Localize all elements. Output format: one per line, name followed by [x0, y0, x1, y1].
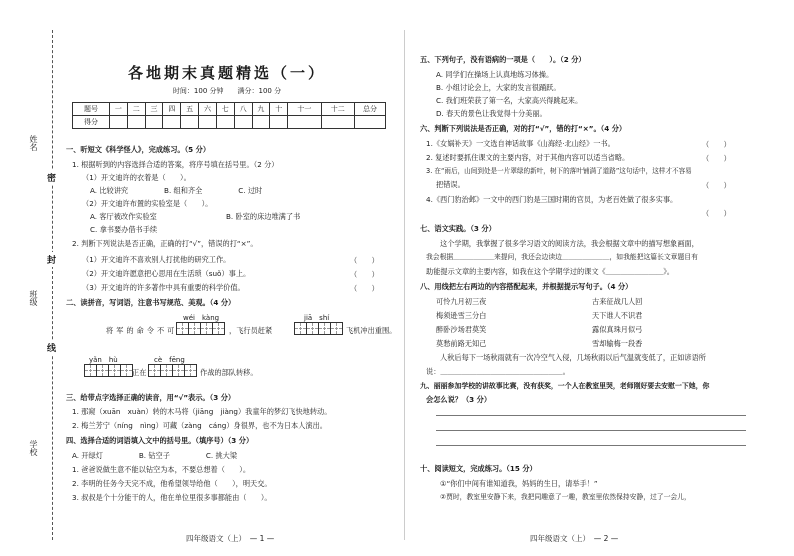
answer-paren[interactable]: （ ） — [702, 140, 731, 149]
section-1-title: 一、听短文《科学怪人》，完成练习。（5 分） — [66, 145, 211, 154]
statement-text: 把错误。 — [436, 180, 465, 189]
poem-line-right[interactable]: 天下谁人不识君 — [592, 311, 643, 320]
statement-text: （3）开文迪许的许多著作中具有重要的科学价值。 — [82, 283, 245, 292]
option-c: C. 我们班荣获了第一名，大家高兴得跳起来。 — [436, 96, 583, 105]
pinyin-label: yǎn hù — [89, 356, 118, 364]
paragraph-text: 助能提示文章的主要内容，如我在这个学期学过的课文《＿＿＿＿＿＿＿＿》。 — [426, 267, 674, 276]
answer-line[interactable] — [436, 430, 746, 431]
score-table — [72, 102, 386, 129]
score-header-cell: 六 — [199, 103, 217, 116]
poem-line-left[interactable]: 可怜九月初三夜 — [436, 297, 487, 306]
section-6-title: 六、判断下列说法是否正确，对的打“√”，错的打“×”。（4 分） — [420, 124, 627, 133]
class-label: 班级 — [29, 290, 38, 306]
seal-line — [52, 30, 53, 540]
score-entry-row — [73, 116, 386, 129]
section-10-title: 十、阅读短文，完成练习。（15 分） — [420, 464, 537, 473]
section-8-title: 八、用线把左右两边的内容搭配起来，并根据提示写句子。（4 分） — [420, 282, 633, 291]
option-a: A. 同学们在操场上认真地练习体操。 — [436, 70, 554, 79]
writing-grid[interactable] — [176, 322, 225, 335]
question-text: 1. 爸爸说做生意不能以钻空为本，不要总想着（ ）。 — [72, 465, 251, 474]
score-cell[interactable] — [127, 116, 145, 129]
question-text: 2. 李明的任务今天完不成，他希望领导给他（ ），明天交。 — [72, 479, 272, 488]
score-cell[interactable] — [321, 116, 354, 129]
score-header-cell: 十二 — [321, 103, 354, 116]
sentence-text: ，飞行员赶紧 — [229, 326, 273, 335]
poem-line-left[interactable]: 梅须逊雪三分白 — [436, 311, 487, 320]
score-header-cell: 十一 — [288, 103, 321, 116]
question-text: 1. 根据听到的内容选择合适的答案，将序号填在括号里。（2 分） — [72, 160, 279, 169]
score-header-cell: 四 — [163, 103, 181, 116]
score-header-row — [73, 103, 386, 116]
seal-char-3: 线 — [47, 340, 56, 355]
sentence-text: 正在 — [132, 368, 147, 377]
poem-line-left[interactable]: 莫愁前路无知己 — [436, 339, 487, 348]
statement-text: 3. 在“雨后，山间到处是一片翠绿的新叶，树下的落叶铺满了道路”这句话中，这样才不容易 — [426, 167, 692, 175]
score-cell[interactable] — [181, 116, 199, 129]
option-b: B. 小组讨论会上，大家的发言很踊跃。 — [436, 83, 561, 92]
option-c: C. 拿书要办借书手续 — [90, 225, 158, 234]
paragraph-text: 人秋后每下一场秋雨就有一次冷空气入侵，几场秋雨以后气温就变低了，正如谚语所 — [440, 353, 706, 362]
score-header-cell: 三 — [145, 103, 163, 116]
section-9-title-cont: 会怎么说？（3 分） — [426, 395, 492, 404]
score-cell[interactable] — [145, 116, 163, 129]
score-cell[interactable] — [216, 116, 234, 129]
exam-info: 时间：100 分钟 满分：100 分 — [172, 87, 282, 95]
options-text: A. 开绿灯 B. 钻空子 C. 挑大梁 — [72, 451, 238, 460]
section-2-title: 二、读拼音，写词语，注意书写规范、美观。（4 分） — [66, 298, 236, 307]
paragraph-text: 这个学期，我掌握了很多学习语文的阅读方法，我会根据文章中的描写想象画面， — [440, 239, 699, 248]
score-header-cell: 九 — [252, 103, 270, 116]
score-row-label: 得分 — [73, 116, 110, 129]
sentence-text: 将军的命令不可 — [106, 326, 178, 335]
score-header-cell: 五 — [181, 103, 199, 116]
page-footer: 四年级语文（上） — 1 — — [186, 534, 275, 543]
section-7-title: 七、语文实践。（3 分） — [420, 224, 496, 233]
question-text: 2. 梅兰芳宁（níng nìng）可藏（zàng cáng）身很界，也不为日本人演出。 — [72, 421, 327, 430]
score-header-cell: 十 — [270, 103, 288, 116]
answer-paren[interactable]: （ ） — [702, 154, 731, 163]
score-header-cell: 一 — [110, 103, 128, 116]
sentence-text: 作战的部队转移。 — [200, 368, 258, 377]
statement-text: （1）开文迪许不喜欢别人打扰他的研究工作。 — [82, 255, 231, 264]
option-b: B. 卧室的床边堆满了书 — [226, 212, 301, 221]
answer-paren[interactable]: （ ） — [702, 209, 731, 218]
name-label: 姓名 — [29, 135, 38, 151]
score-cell[interactable] — [110, 116, 128, 129]
seal-char-2: 封 — [47, 252, 56, 267]
left-page — [66, 0, 397, 556]
answer-line[interactable] — [436, 415, 746, 416]
writing-grid[interactable] — [84, 364, 133, 377]
score-cell[interactable] — [355, 116, 386, 129]
paragraph-text: 说：＿＿＿＿＿＿＿＿＿＿＿＿＿＿＿＿＿。 — [426, 367, 570, 376]
score-header-cell: 八 — [234, 103, 252, 116]
section-5-title: 五、下列句子，没有语病的一项是（ ）。（2 分） — [420, 55, 586, 64]
page-footer: 四年级语文（上） — 2 — — [530, 534, 619, 543]
score-cell[interactable] — [163, 116, 181, 129]
binding-margin — [0, 0, 60, 556]
paragraph-text: ①“你们中间有谁知道我，妈妈的生日，请举手！” — [440, 479, 598, 488]
question-text: （1）开文迪许的衣着是（ ）。 — [82, 173, 191, 182]
writing-grid[interactable] — [294, 322, 343, 335]
section-3-title: 三、给带点字选择正确的读音，用“√”表示。（3 分） — [66, 393, 236, 402]
statement-text: 4.《西门豹治邺》一文中的西门豹是三国时期的官员，为老百姓做了很多实事。 — [426, 195, 678, 204]
score-cell[interactable] — [234, 116, 252, 129]
paragraph-text: 我会根据＿＿＿＿＿＿来提问，我还会边读边＿＿＿＿＿＿＿，如我能把这篇长文章题目有 — [426, 253, 698, 261]
poem-line-left[interactable]: 醉卧沙场君莫笑 — [436, 325, 487, 334]
option-a: A. 客厅被改作实验室 — [90, 212, 157, 221]
score-header-cell: 题号 — [73, 103, 110, 116]
answer-paren[interactable]: （ ） — [350, 270, 379, 279]
options-text: A. 比较讲究 B. 组和齐全 C. 过时 — [90, 186, 263, 195]
question-text: 1. 那窥（xuān xuàn）转的木马将（jiāng jiàng）我童年的梦幻飞快地转动。 — [72, 407, 332, 416]
seal-char-1: 密 — [47, 170, 56, 185]
school-label: 学校 — [29, 440, 38, 456]
score-header-cell: 二 — [127, 103, 145, 116]
option-d: D. 春天的景色让我觉得十分美丽。 — [436, 109, 547, 118]
score-cell[interactable] — [252, 116, 270, 129]
section-4-title: 四、选择合适的词语填入文中的括号里。（填序号）（3 分） — [66, 436, 254, 445]
pinyin-label: jiā shí — [304, 314, 330, 322]
poem-line-right[interactable]: 雪却输梅一段香 — [592, 339, 643, 348]
question-text: （2）开文迪许布置的实验室是（ ）。 — [82, 199, 213, 208]
question-text: 3. 叔叔是个十分能干的人，他在单位里很多事都能由（ ）。 — [72, 493, 272, 502]
question-text: 2. 判断下列说法是否正确，正确的打“√”，错误的打“×”。 — [72, 239, 258, 248]
statement-text: 2. 复述时要抓住课文的主要内容，对于其他内容可以适当省略。 — [426, 153, 630, 162]
page-title: 各地期末真题精选（一） — [127, 64, 326, 82]
section-9-title: 九、丽丽参加学校的讲故事比赛，没有获奖，一个人在教室里哭，老师刚好要去安慰一下她，你 — [420, 382, 710, 390]
writing-grid[interactable] — [148, 364, 197, 377]
poem-line-right[interactable]: 古来征战几人回 — [592, 297, 643, 306]
answer-line[interactable] — [436, 445, 746, 446]
pinyin-label: cè fēng — [154, 356, 185, 364]
score-header-cell: 七 — [216, 103, 234, 116]
poem-line-right[interactable]: 露似真珠月似弓 — [592, 325, 643, 334]
score-cell[interactable] — [270, 116, 288, 129]
score-cell[interactable] — [199, 116, 217, 129]
pinyin-label: wéi kàng — [183, 314, 220, 322]
paragraph-text: ②贾时，教室里安静下来，我把同趣意了一趣，教室里依然保持安静，过了一会儿， — [440, 493, 691, 501]
score-header-cell: 总分 — [355, 103, 386, 116]
score-cell[interactable] — [288, 116, 321, 129]
answer-paren[interactable]: （ ） — [702, 181, 731, 190]
answer-paren[interactable]: （ ） — [350, 256, 379, 265]
statement-text: 1.《女娲补天》一文选自神话故事《山海经·北山经》一书。 — [426, 139, 615, 148]
statement-text: （2）开文迪许愿意把心思用在生活琐（suǒ）事上。 — [82, 269, 251, 278]
page-divider — [404, 30, 405, 540]
right-page — [420, 0, 750, 556]
sentence-text: 飞机冲出重围。 — [346, 326, 397, 335]
answer-paren[interactable]: （ ） — [350, 284, 379, 293]
